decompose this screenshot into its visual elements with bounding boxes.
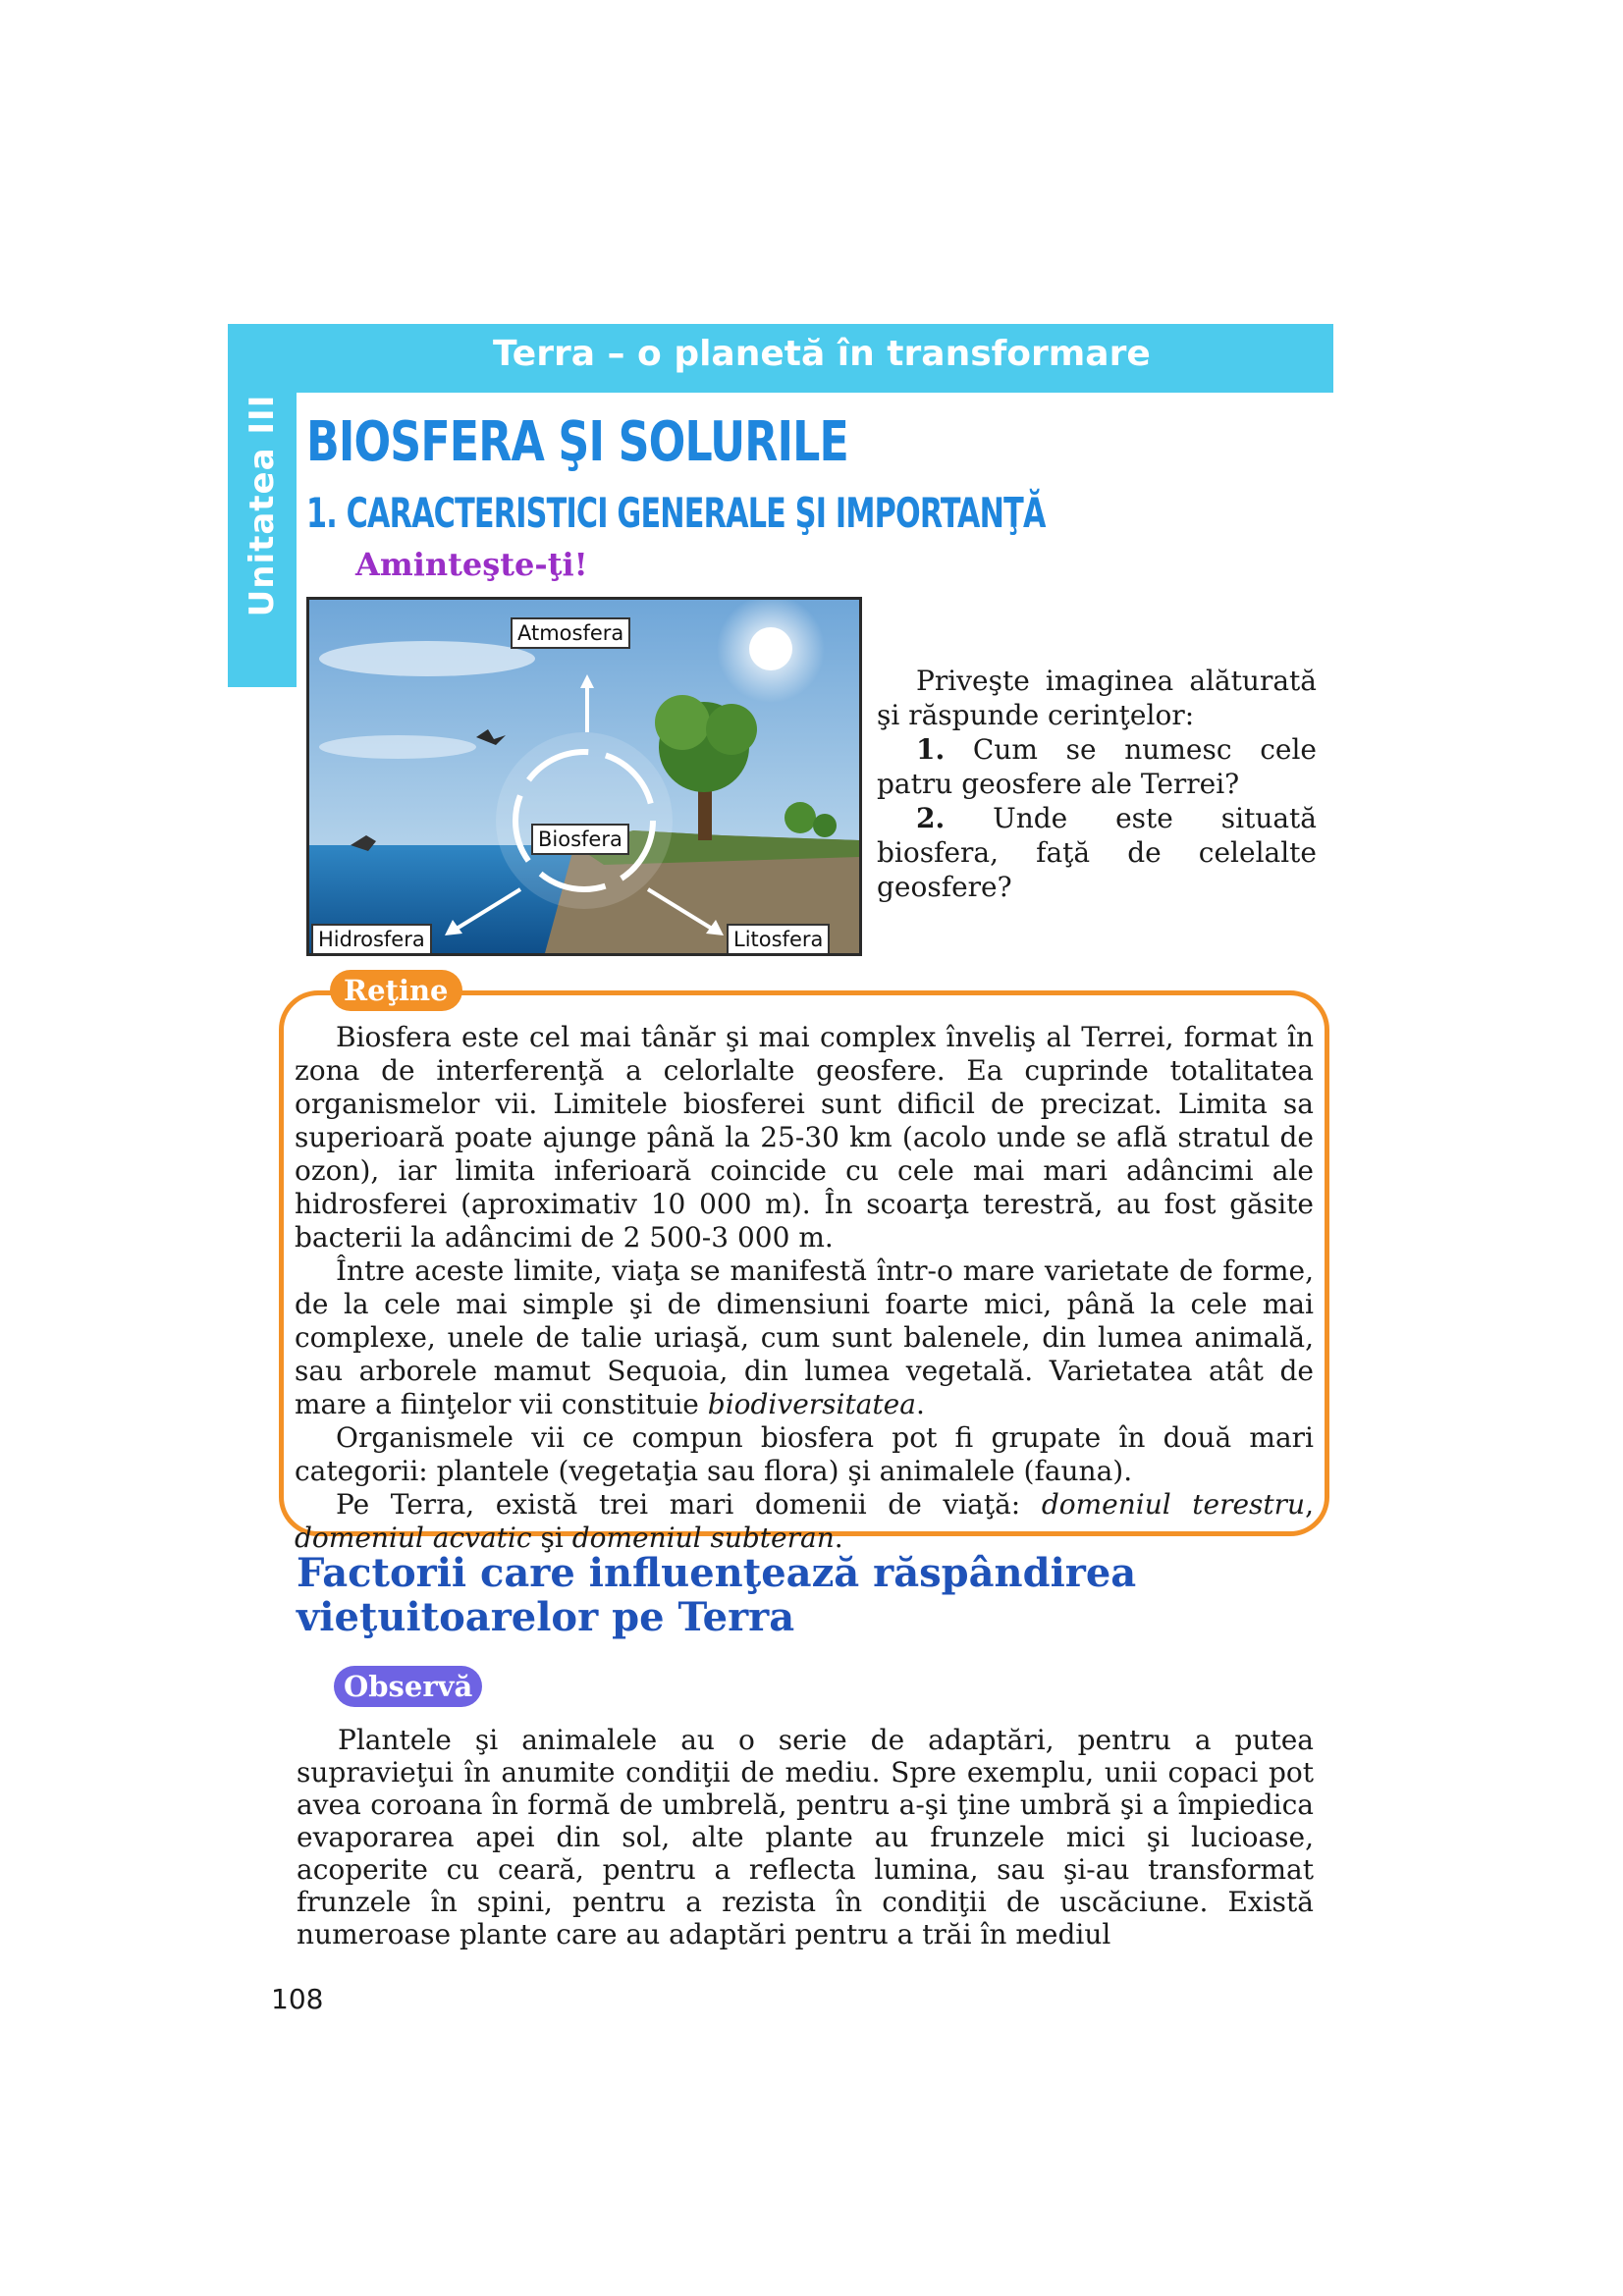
- punctuation: .: [915, 1388, 925, 1420]
- retine-paragraph: [295, 1255, 1314, 1421]
- punctuation: .: [834, 1522, 843, 1554]
- remember-label: Aminteşte-ţi!: [355, 546, 588, 583]
- retine-paragraph: [295, 1488, 1314, 1555]
- question-item-2: [877, 801, 1317, 904]
- geosphere-illustration: [306, 597, 862, 956]
- chapter-band-title: Terra – o planetă în transformare: [493, 334, 1151, 374]
- retine-paragraph-text: şi: [531, 1522, 572, 1554]
- chapter-band: [228, 324, 1333, 393]
- retine-paragraph-text: Între aceste limite, viaţa se manifestă într-o mare varietate de forme, de la cele mai simple şi de dimensiuni foarte mici, până la cele mai complexe, unele de talie uriaşă, cum sunt balenele, din lumea animală, sau arborele mamut Sequoia, din lumea vegetală. Varietatea atât de mare a fiinţelor vii constituie: [295, 1255, 1314, 1420]
- question-1-text: Cum se numesc cele patru geosfere ale Terrei?: [877, 733, 1317, 800]
- retine-text: [295, 1021, 1314, 1555]
- question-1-number: 1.: [916, 733, 946, 766]
- figure-label-biosfera: Biosfera: [531, 824, 629, 855]
- figure-label-atmosfera: Atmosfera: [511, 617, 630, 649]
- tree-crown: [706, 704, 757, 755]
- sun-core: [749, 627, 792, 670]
- figure-label-litosfera: Litosfera: [727, 924, 830, 955]
- retine-paragraph: Organismele vii ce compun biosfera pot fi grupate în două mari categorii: plantele (vegetaţia sau flora) şi animalele (fauna).: [295, 1421, 1314, 1487]
- page-number: 108: [271, 1983, 324, 2015]
- question-intro: Priveşte imaginea alăturată şi răspunde cerinţelor:: [877, 665, 1317, 731]
- term-biodiversitate: biodiversitatea: [707, 1388, 916, 1420]
- bush: [813, 814, 837, 837]
- question-2-text: Unde este situată biosfera, faţă de celelalte geosfere?: [877, 802, 1317, 903]
- unit-side-tab-label: Unitatea III: [243, 394, 282, 617]
- term-domeniul-subteran: domeniul subteran: [571, 1522, 835, 1554]
- section-body: [297, 1724, 1314, 1950]
- term-domeniul-acvatic: domeniul acvatic: [295, 1522, 532, 1554]
- retine-tag: Reţine: [330, 970, 462, 1011]
- cloud: [319, 641, 535, 676]
- biosphere-sphere: [496, 732, 673, 909]
- lesson-title: 1. CARACTERISTICI GENERALE ŞI IMPORTANŢĂ: [306, 489, 1046, 537]
- bush: [784, 802, 816, 833]
- retine-paragraph-text: Pe Terra, există trei mari domenii de viaţă:: [336, 1488, 1042, 1521]
- question-2-number: 2.: [916, 802, 946, 834]
- question-item-1: [877, 732, 1317, 801]
- retine-paragraph: Biosfera este cel mai tânăr şi mai complex înveliş al Terrei, format în zona de interferenţă a celorlalte geosfere. Ea cuprinde totalitatea organismelor vii. Limitele biosferei sunt dificil de precizat. Limita sa superioară poate ajunge până la 25-30 km (acolo unde se află stratul de ozon), iar limita inferioară coincide cu cele mai mari adâncimi ale hidrosferei (aproximativ 10 000 m). În scoarţa terestră, au fost găsite bacterii la adâncimi de 2 500-3 000 m.: [295, 1021, 1314, 1254]
- term-domeniul-terestru: domeniul terestru: [1041, 1488, 1306, 1521]
- figure-label-hidrosfera: Hidrosfera: [311, 924, 432, 955]
- figure-question: [877, 664, 1317, 904]
- geosphere-scene: [309, 600, 859, 953]
- body-paragraph: Plantele şi animalele au o serie de adaptări, pentru a putea supravieţui în anumite condiţii de mediu. Spre exemplu, unii copaci pot avea coroana în formă de umbrelă, pentru a-şi ţine umbră şi a împiedica evaporarea apei din sol, alte plante au frunzele mici şi lucioase, acoperite cu ceară, pentru a reflecta lumina, sau şi-au transformat frunzele în spini, pentru a rezista în condiţii de uscăciune. Există numeroase plante care au adaptări pentru a trăi în mediul: [297, 1724, 1314, 1950]
- page-title: BIOSFERA ŞI SOLURILE: [306, 410, 848, 474]
- tree-crown: [655, 695, 710, 750]
- observa-tag: Observă: [334, 1666, 482, 1707]
- cloud: [319, 735, 476, 759]
- section-title: Factorii care influenţează răspândirea vieţuitoarelor pe Terra: [297, 1550, 1137, 1640]
- punctuation: ,: [1305, 1488, 1314, 1521]
